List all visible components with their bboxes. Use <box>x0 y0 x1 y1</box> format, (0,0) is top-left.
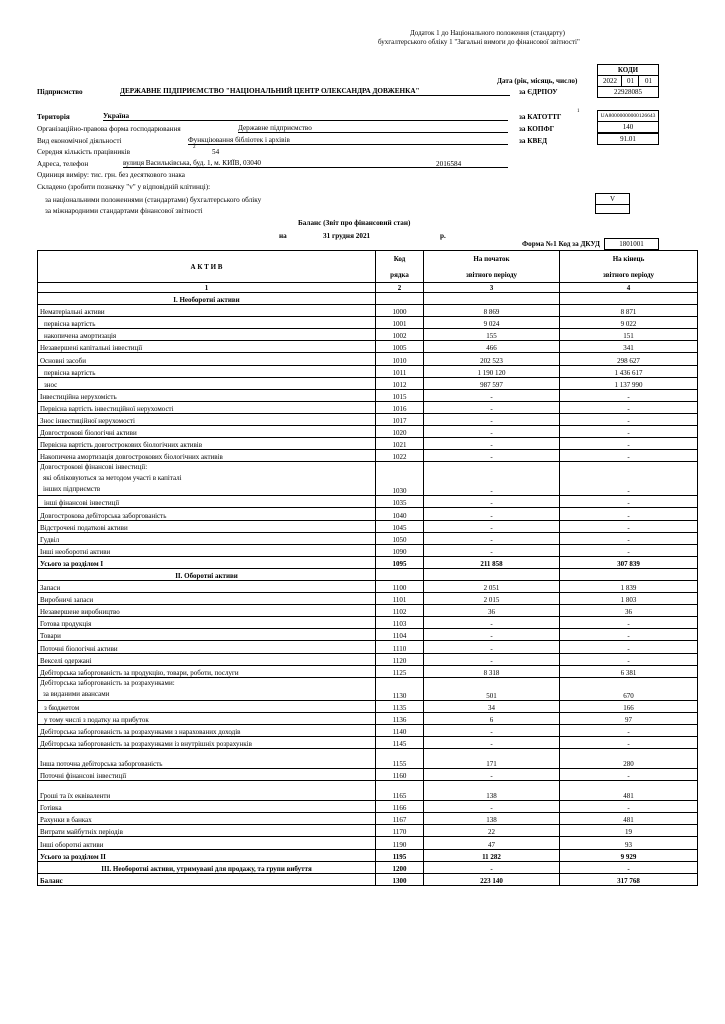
row-code: 1015 <box>376 389 424 401</box>
row-begin-value: - <box>424 508 560 520</box>
row-end-value: 1 839 <box>560 580 698 592</box>
row-end-value: - <box>560 617 698 629</box>
table-row <box>38 401 698 413</box>
empty-cell <box>424 568 560 580</box>
edrpou-label: за ЄДРПОУ <box>519 88 558 96</box>
table-row <box>38 532 698 544</box>
row-begin-value: - <box>424 769 560 781</box>
row-end-value: - <box>560 801 698 813</box>
row-end-value: - <box>560 629 698 641</box>
row-end-value: 481 <box>560 813 698 825</box>
row-begin-value: 1 190 120 <box>424 365 560 377</box>
row-begin-value: 8 318 <box>424 665 560 677</box>
row-code: 1001 <box>376 317 424 329</box>
row-code: 1160 <box>376 769 424 781</box>
row-begin-value: 11 282 <box>424 849 560 861</box>
activity-label: Вид економічної діяльності <box>37 137 122 145</box>
col-num-1: 1 <box>38 283 376 293</box>
row-label: Інвестиційна нерухомість <box>38 389 376 401</box>
row-end-value: 9 929 <box>560 849 698 861</box>
form-code: 1801001 <box>604 238 659 250</box>
kopfg-code: 140 <box>597 121 659 133</box>
unit-note: Одиниця виміру: тис. грн. без десяткового знака <box>37 171 185 179</box>
row-end-value: 19 <box>560 825 698 837</box>
row-end-value: 97 <box>560 712 698 724</box>
row-label-line: за виданими авансами <box>43 689 110 698</box>
empty-cell <box>560 568 698 580</box>
table-row <box>38 450 698 462</box>
row-code: 1190 <box>376 837 424 849</box>
row-code: 1020 <box>376 426 424 438</box>
row-code: 1136 <box>376 712 424 724</box>
row-begin-value: 211 858 <box>424 556 560 568</box>
row-label: Витрати майбутніх періодів <box>38 825 376 837</box>
row-code: 1017 <box>376 413 424 425</box>
table-row <box>38 508 698 520</box>
row-label: Знос інвестиційної нерухомості <box>38 413 376 425</box>
row-label: Дебіторська заборгованість за продукцію, товари, роботи, послуги <box>38 665 376 677</box>
katottg-label: за КАТОТТГ <box>519 113 562 121</box>
row-begin-value: 47 <box>424 837 560 849</box>
row-end-value: 1 436 617 <box>560 365 698 377</box>
row-begin-value: 2 015 <box>424 593 560 605</box>
row-label: Готівка <box>38 801 376 813</box>
kved-label: за КВЕД <box>519 137 548 145</box>
row-begin-value: - <box>424 426 560 438</box>
enterprise-label: Підприємство <box>37 88 83 96</box>
row-end-value: - <box>560 641 698 653</box>
legal-form-label: Організаційно-правова форма господарювання <box>37 125 181 133</box>
row-label: у тому числі з податку на прибуток <box>38 712 376 724</box>
row-code: 1090 <box>376 544 424 556</box>
table-row <box>38 365 698 377</box>
intl-standards-label: за міжнародними стандартами фінансової звітності <box>45 207 203 215</box>
row-code: 1145 <box>376 737 424 749</box>
row-label: Дебіторська заборгованість за розрахунками з нарахованих доходів <box>38 724 376 736</box>
date-month: 01 <box>621 75 640 87</box>
row-end-value: 1 137 990 <box>560 377 698 389</box>
row-code: 1170 <box>376 825 424 837</box>
report-on-label: на <box>279 232 287 240</box>
row-label: Рахунки в банках <box>38 813 376 825</box>
row-code: 1125 <box>376 665 424 677</box>
table-row <box>38 781 698 801</box>
table-row <box>38 665 698 677</box>
header-end: На кінець звітного періоду <box>560 251 698 283</box>
row-label: Незавершене виробництво <box>38 605 376 617</box>
row-label-line: які обліковуються за методом участі в капіталі <box>43 474 182 483</box>
row-end-value: - <box>560 508 698 520</box>
table-row <box>38 341 698 353</box>
section-heading: I. Необоротні активи <box>38 293 376 305</box>
row-label: Гудвіл <box>38 532 376 544</box>
row-code: 1130 <box>376 677 424 700</box>
row-end-value: - <box>560 532 698 544</box>
row-code: 1103 <box>376 617 424 629</box>
row-label: Довгострокова дебіторська заборгованість <box>38 508 376 520</box>
row-end-value: - <box>560 737 698 749</box>
row-label: Довгострокові біологічні активи <box>38 426 376 438</box>
table-row <box>38 861 698 873</box>
date-label: Дата (рік, місяць, число) <box>497 77 578 85</box>
table-row <box>38 520 698 532</box>
row-end-value: - <box>560 861 698 873</box>
row-end-value: - <box>560 544 698 556</box>
row-label: III. Необоротні активи, утримувані для продажу, та групи вибуття <box>38 861 376 873</box>
row-label: Баланс <box>38 873 376 885</box>
row-begin-value: - <box>424 389 560 401</box>
national-standards-mark: V <box>595 193 630 206</box>
row-label: Поточні біологічні активи <box>38 641 376 653</box>
row-label: з бюджетом <box>38 700 376 712</box>
row-end-value: - <box>560 401 698 413</box>
empty-cell <box>560 293 698 305</box>
row-begin-value: - <box>424 861 560 873</box>
table-row <box>38 317 698 329</box>
header-assets: А К Т И В <box>38 251 376 283</box>
row-code: 1195 <box>376 849 424 861</box>
form-label: Форма №1 Код за ДКУД <box>522 240 600 248</box>
row-code: 1140 <box>376 724 424 736</box>
row-begin-value: 501 <box>424 677 560 700</box>
row-label: Товари <box>38 629 376 641</box>
row-label: Основні засоби <box>38 353 376 365</box>
balance-table <box>37 250 698 886</box>
row-code: 1010 <box>376 353 424 365</box>
edrpou-code: 22928085 <box>597 86 659 98</box>
row-label: Усього за розділом I <box>38 556 376 568</box>
row-code: 1005 <box>376 341 424 353</box>
row-end-value: 9 022 <box>560 317 698 329</box>
row-begin-value: 155 <box>424 329 560 341</box>
row-begin-value: - <box>424 617 560 629</box>
address-value: вулиця Васильківська, буд. 1, м. КИЇВ, 03040 <box>123 159 508 168</box>
table-row <box>38 580 698 592</box>
row-end-value: - <box>560 769 698 781</box>
row-label-line: Довгострокові фінансові інвестиції: <box>40 463 148 472</box>
row-code: 1100 <box>376 580 424 592</box>
enterprise-name: ДЕРЖАВНЕ ПІДПРИЄМСТВО "НАЦІОНАЛЬНИЙ ЦЕНТР ОЛЕКСАНДРА ДОВЖЕНКА" <box>120 87 510 96</box>
table-row <box>38 426 698 438</box>
row-code: 1165 <box>376 781 424 801</box>
row-begin-value: 138 <box>424 781 560 801</box>
row-code: 1155 <box>376 749 424 769</box>
row-code: 1102 <box>376 605 424 617</box>
row-code: 1011 <box>376 365 424 377</box>
row-begin-value: - <box>424 737 560 749</box>
row-code: 1035 <box>376 496 424 508</box>
table-row <box>38 568 698 580</box>
row-label: первісна вартість <box>38 317 376 329</box>
employees-footnote: 2 <box>193 145 196 150</box>
table-row <box>38 677 698 700</box>
row-end-value: 1 803 <box>560 593 698 605</box>
row-label: Виробничі запаси <box>38 593 376 605</box>
row-label-line: Дебіторська заборгованість за розрахунками: <box>40 678 175 687</box>
row-begin-value: 34 <box>424 700 560 712</box>
row-begin-value: - <box>424 641 560 653</box>
national-standards-label: за національними положеннями (стандартами) бухгалтерського обліку <box>45 196 262 204</box>
table-row <box>38 605 698 617</box>
row-begin-value: 8 869 <box>424 305 560 317</box>
row-end-value: 166 <box>560 700 698 712</box>
row-begin-value: 2 051 <box>424 580 560 592</box>
table-row <box>38 873 698 885</box>
row-begin-value: 171 <box>424 749 560 769</box>
employees-label: Середня кількість працівників <box>37 148 131 156</box>
table-row <box>38 438 698 450</box>
row-label: Поточні фінансові інвестиції <box>38 769 376 781</box>
row-begin-value: - <box>424 450 560 462</box>
table-row <box>38 801 698 813</box>
row-end-value: - <box>560 520 698 532</box>
row-begin-value: - <box>424 629 560 641</box>
row-end-value: 298 627 <box>560 353 698 365</box>
table-row <box>38 377 698 389</box>
row-begin-value: 223 140 <box>424 873 560 885</box>
report-date: 31 грудня 2021 <box>323 232 371 240</box>
row-end-value: 481 <box>560 781 698 801</box>
row-code: 1166 <box>376 801 424 813</box>
row-end-value: - <box>560 413 698 425</box>
table-row <box>38 737 698 749</box>
row-begin-value: 987 597 <box>424 377 560 389</box>
row-code: 1016 <box>376 401 424 413</box>
address-label: Адреса, телефон <box>37 160 89 168</box>
row-code: 1095 <box>376 556 424 568</box>
codes-header: КОДИ <box>597 64 659 76</box>
row-label: інші фінансові інвестиції <box>38 496 376 508</box>
row-label: Первісна вартість довгострокових біологічних активів <box>38 438 376 450</box>
kved-code: 91.01 <box>597 133 659 145</box>
regulation-note-line1: Додаток 1 до Національного положення (стандарту) <box>410 29 565 37</box>
row-end-value: 6 381 <box>560 665 698 677</box>
row-code: 1000 <box>376 305 424 317</box>
row-label: знос <box>38 377 376 389</box>
row-end-value: - <box>560 438 698 450</box>
row-code: 1200 <box>376 861 424 873</box>
row-code: 1120 <box>376 653 424 665</box>
table-row <box>38 293 698 305</box>
row-label: Нематеріальні активи <box>38 305 376 317</box>
row-begin-value: 202 523 <box>424 353 560 365</box>
row-label: Відстрочені податкові активи <box>38 520 376 532</box>
col-num-2: 2 <box>376 283 424 293</box>
empty-cell <box>424 293 560 305</box>
header-code: Код рядка <box>376 251 424 283</box>
row-label: Інші необоротні активи <box>38 544 376 556</box>
row-begin-value: 6 <box>424 712 560 724</box>
table-row <box>38 496 698 508</box>
row-label: Усього за розділом II <box>38 849 376 861</box>
kopfg-label: за КОПФГ <box>519 125 555 133</box>
prepared-note: Складено (зробити позначку "v" у відповідній клітинці): <box>37 183 211 191</box>
row-end-value: 8 871 <box>560 305 698 317</box>
row-label: Незавершені капітальні інвестиції <box>38 341 376 353</box>
employees-value: 54 <box>212 148 220 156</box>
row-code: 1104 <box>376 629 424 641</box>
header-begin: На початок звітного періоду <box>424 251 560 283</box>
row-begin-value: 138 <box>424 813 560 825</box>
row-begin-value: 466 <box>424 341 560 353</box>
row-label: Векселі одержані <box>38 653 376 665</box>
row-end-value: 280 <box>560 749 698 769</box>
row-begin-value: - <box>424 401 560 413</box>
row-end-value: - <box>560 653 698 665</box>
table-row <box>38 617 698 629</box>
row-begin-value: - <box>424 438 560 450</box>
empty-cell <box>376 293 424 305</box>
table-row <box>38 749 698 769</box>
table-row <box>38 593 698 605</box>
row-begin-value: - <box>424 653 560 665</box>
row-begin-value: 9 024 <box>424 317 560 329</box>
row-end-value: - <box>560 496 698 508</box>
table-row <box>38 712 698 724</box>
table-row <box>38 329 698 341</box>
katottg-footnote: 1 <box>577 109 580 114</box>
row-end-value: - <box>560 462 698 496</box>
table-row <box>38 389 698 401</box>
row-code: 1030 <box>376 462 424 496</box>
row-end-value: - <box>560 389 698 401</box>
table-row <box>38 700 698 712</box>
row-begin-value: - <box>424 801 560 813</box>
row-end-value: 307 839 <box>560 556 698 568</box>
table-row <box>38 556 698 568</box>
row-end-value: 670 <box>560 677 698 700</box>
regulation-note-line2: бухгалтерського обліку 1 "Загальні вимоги до фінансової звітності" <box>378 38 580 46</box>
row-code: 1045 <box>376 520 424 532</box>
table-row <box>38 629 698 641</box>
row-label: Готова продукція <box>38 617 376 629</box>
row-end-value: 317 768 <box>560 873 698 885</box>
row-begin-value: - <box>424 520 560 532</box>
date-year: 2022 <box>597 75 623 87</box>
row-begin-value: - <box>424 724 560 736</box>
row-end-value: 36 <box>560 605 698 617</box>
row-label: Первісна вартість інвестиційної нерухомості <box>38 401 376 413</box>
row-begin-value: - <box>424 462 560 496</box>
table-row <box>38 641 698 653</box>
row-code: 1040 <box>376 508 424 520</box>
table-row <box>38 413 698 425</box>
row-label <box>38 462 376 496</box>
row-begin-value: - <box>424 544 560 556</box>
row-code: 1002 <box>376 329 424 341</box>
legal-form-value: Державне підприємство <box>238 124 508 133</box>
row-code: 1021 <box>376 438 424 450</box>
row-end-value: 151 <box>560 329 698 341</box>
territory-label: Територія <box>37 113 70 121</box>
row-end-value: - <box>560 426 698 438</box>
row-label: Запаси <box>38 580 376 592</box>
row-end-value: 341 <box>560 341 698 353</box>
row-end-value: 93 <box>560 837 698 849</box>
date-day: 01 <box>638 75 659 87</box>
row-label: первісна вартість <box>38 365 376 377</box>
row-code: 1050 <box>376 532 424 544</box>
table-row <box>38 849 698 861</box>
col-num-4: 4 <box>560 283 698 293</box>
row-begin-value: - <box>424 532 560 544</box>
row-end-value: - <box>560 724 698 736</box>
row-label: Інша поточна дебіторська заборгованість <box>38 749 376 769</box>
row-begin-value: 22 <box>424 825 560 837</box>
table-row <box>38 724 698 736</box>
activity-value: Функціювання бібліотек і архівів <box>188 136 508 145</box>
row-code: 1135 <box>376 700 424 712</box>
row-code: 1022 <box>376 450 424 462</box>
row-code: 1110 <box>376 641 424 653</box>
row-end-value: - <box>560 450 698 462</box>
row-label: Накопичена амортизація довгострокових біологічних активів <box>38 450 376 462</box>
row-code: 1012 <box>376 377 424 389</box>
row-begin-value: - <box>424 413 560 425</box>
row-label <box>38 677 376 700</box>
table-row <box>38 462 698 496</box>
table-row <box>38 769 698 781</box>
table-row <box>38 305 698 317</box>
section-heading: II. Оборотні активи <box>38 568 376 580</box>
row-code: 1101 <box>376 593 424 605</box>
col-num-3: 3 <box>424 283 560 293</box>
row-code: 1167 <box>376 813 424 825</box>
row-code: 1300 <box>376 873 424 885</box>
table-row <box>38 353 698 365</box>
territory-value: Україна <box>103 112 508 121</box>
row-label: Гроші та їх еквіваленти <box>38 781 376 801</box>
phone-value: 2016584 <box>436 160 462 168</box>
row-label: Дебіторська заборгованість за розрахунками із внутрішніх розрахунків <box>38 737 376 749</box>
empty-cell <box>376 568 424 580</box>
report-title: Баланс (Звіт про фінансовий стан) <box>298 219 411 227</box>
row-begin-value: - <box>424 496 560 508</box>
table-row <box>38 813 698 825</box>
table-row <box>38 544 698 556</box>
katottg-code: UA80000000000126643 <box>597 110 659 122</box>
row-label: Інші оборотні активи <box>38 837 376 849</box>
table-row <box>38 653 698 665</box>
row-begin-value: 36 <box>424 605 560 617</box>
table-row <box>38 837 698 849</box>
intl-standards-mark <box>595 204 630 214</box>
report-year-suffix: р. <box>440 232 446 240</box>
row-label: накопичена амортизація <box>38 329 376 341</box>
row-label-line: інших підприємств <box>43 485 101 494</box>
table-row <box>38 825 698 837</box>
